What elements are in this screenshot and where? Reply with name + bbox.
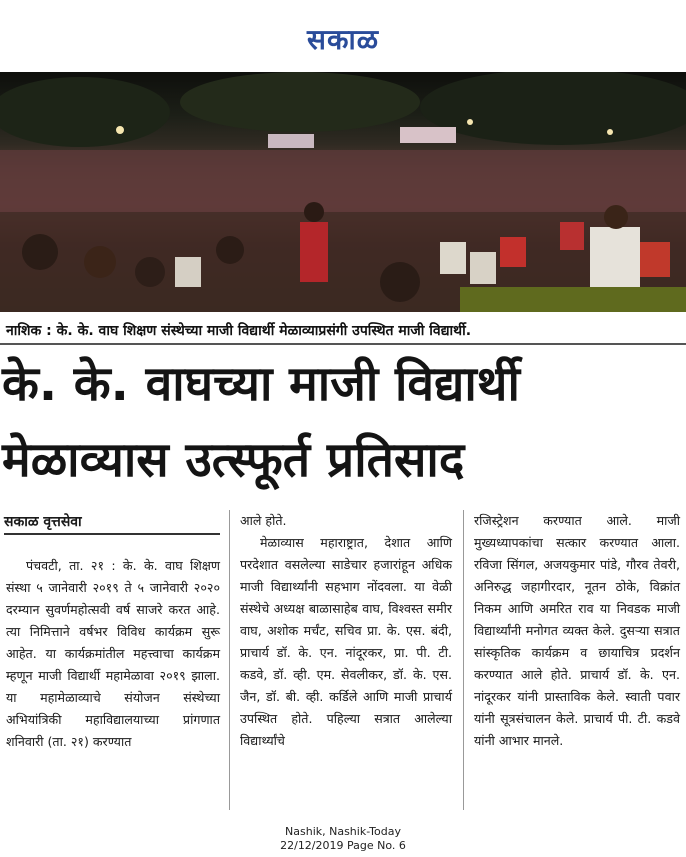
person-white-shirt: [590, 227, 640, 297]
chair: [500, 237, 526, 267]
event-photo: [0, 72, 686, 312]
article-column-1: [6, 555, 220, 753]
tree-shape: [180, 72, 420, 132]
tree-shape: [0, 77, 170, 147]
article-paragraph: मेळाव्यास महाराष्ट्रात, देशात आणि परदेशात वसलेल्या साडेचार हजारांहून अधिक माजी विद्यार्थ्यांनी सहभाग नोंदवला. या वेळी संस्थेचे अध्यक्ष बाळासाहेब वाघ, विश्‍वस्त समीर वाघ, अशोक मर्चंट, सचिव प्रा. के. एस. बंदी, प्राचार्य डॉ. के. एन. नांदूरकर, प्रा. पी. टी. कडवे, डॉ. व्ही. एम. सेवलीकर, डॉ. के. एस. जैन, डॉ. बी. व्ही. कर्डिले आणि माजी प्राचार्य उपस्थित होते. पहिल्या सत्रात आलेल्या विद्यार्थ्यांचे: [240, 535, 452, 748]
person: [84, 246, 116, 278]
byline-underline: [4, 533, 220, 535]
crowd-illustration: [0, 72, 686, 312]
chair: [640, 242, 670, 277]
article-column-2: [240, 510, 452, 752]
column-divider: [229, 510, 230, 810]
person: [22, 234, 58, 270]
person-red-shirt: [300, 222, 328, 282]
article-column-3: [474, 510, 680, 752]
chair: [175, 257, 201, 287]
person: [604, 205, 628, 229]
person: [135, 257, 165, 287]
chair: [470, 252, 496, 284]
divider: [0, 343, 686, 345]
footer-source: Nashik, Nashik-Today: [285, 825, 401, 838]
headline-line-1: के. के. वाघच्या माजी विद्यार्थी: [2, 356, 520, 412]
headline-line-2: मेळाव्यास उत्स्फूर्त प्रतिसाद: [2, 432, 465, 488]
masthead-logo: सकाळ: [307, 23, 379, 56]
chair: [560, 222, 584, 250]
banner-left: [268, 134, 314, 148]
person: [380, 262, 420, 302]
tree-shape: [420, 72, 686, 145]
light: [116, 126, 124, 134]
article-paragraph: आले होते.: [240, 513, 287, 528]
byline: सकाळ वृत्तसेवा: [4, 514, 82, 530]
light: [607, 129, 613, 135]
footer-date-page: 22/12/2019 Page No. 6: [280, 839, 406, 852]
banner-right: [400, 127, 456, 143]
crowd-band: [0, 150, 686, 220]
person: [304, 202, 324, 222]
chair: [440, 242, 466, 274]
light: [467, 119, 473, 125]
photo-caption: नाशिक : के. के. वाघ शिक्षण संस्थेच्या माजी विद्यार्थी मेळाव्याप्रसंगी उपस्थित माजी विद्यार्थी.: [6, 323, 472, 339]
column-divider: [463, 510, 464, 810]
lawn: [460, 287, 686, 312]
person: [216, 236, 244, 264]
article-paragraph: पंचवटी, ता. २१ : के. के. वाघ शिक्षण संस्था ५ जानेवारी २०१९ ते ५ जानेवारी २०२० दरम्यान सुवर्णमहोत्सवी वर्ष साजरे करत आहे. त्या निमित्ताने वर्षभर विविध कार्यक्रम सुरू आहेत. या कार्यक्रमांतील महत्त्वाचा कार्यक्रम म्हणून माजी विद्यार्थी महामेळावा २०१९ झाला. या महामेळाव्याचे संयोजन संस्थेच्या अभियांत्रिकी महाविद्यालयाच्या प्रांगणात शनिवारी (ता. २१) करण्यात: [6, 558, 220, 749]
page-footer: [0, 825, 686, 853]
article-paragraph: रजिस्ट्रेशन करण्यात आले. माजी मुख्यध्यापकांचा सत्कार करण्यात आला. रविजा सिंगल, अजयकुमार पांडे, गौरव तेवरी, अनिरुद्ध जहागीरदार, नूतन ठोके, विक्रांत निकम आणि अमरित राव या निवडक माजी विद्यार्थ्यांनी मनोगत व्यक्त केले. दुसऱ्या सत्रात सांस्कृतिक कार्यक्रम व छायाचित्र प्रदर्शन करण्यात आले होते. प्राचार्य डॉ. के. एन. नांदूरकर यांनी प्रास्ताविक केले. स्वाती पवार यांनी सूत्रसंचालन केले. प्राचार्य पी. टी. कडवे यांनी आभार मानले.: [474, 513, 680, 748]
